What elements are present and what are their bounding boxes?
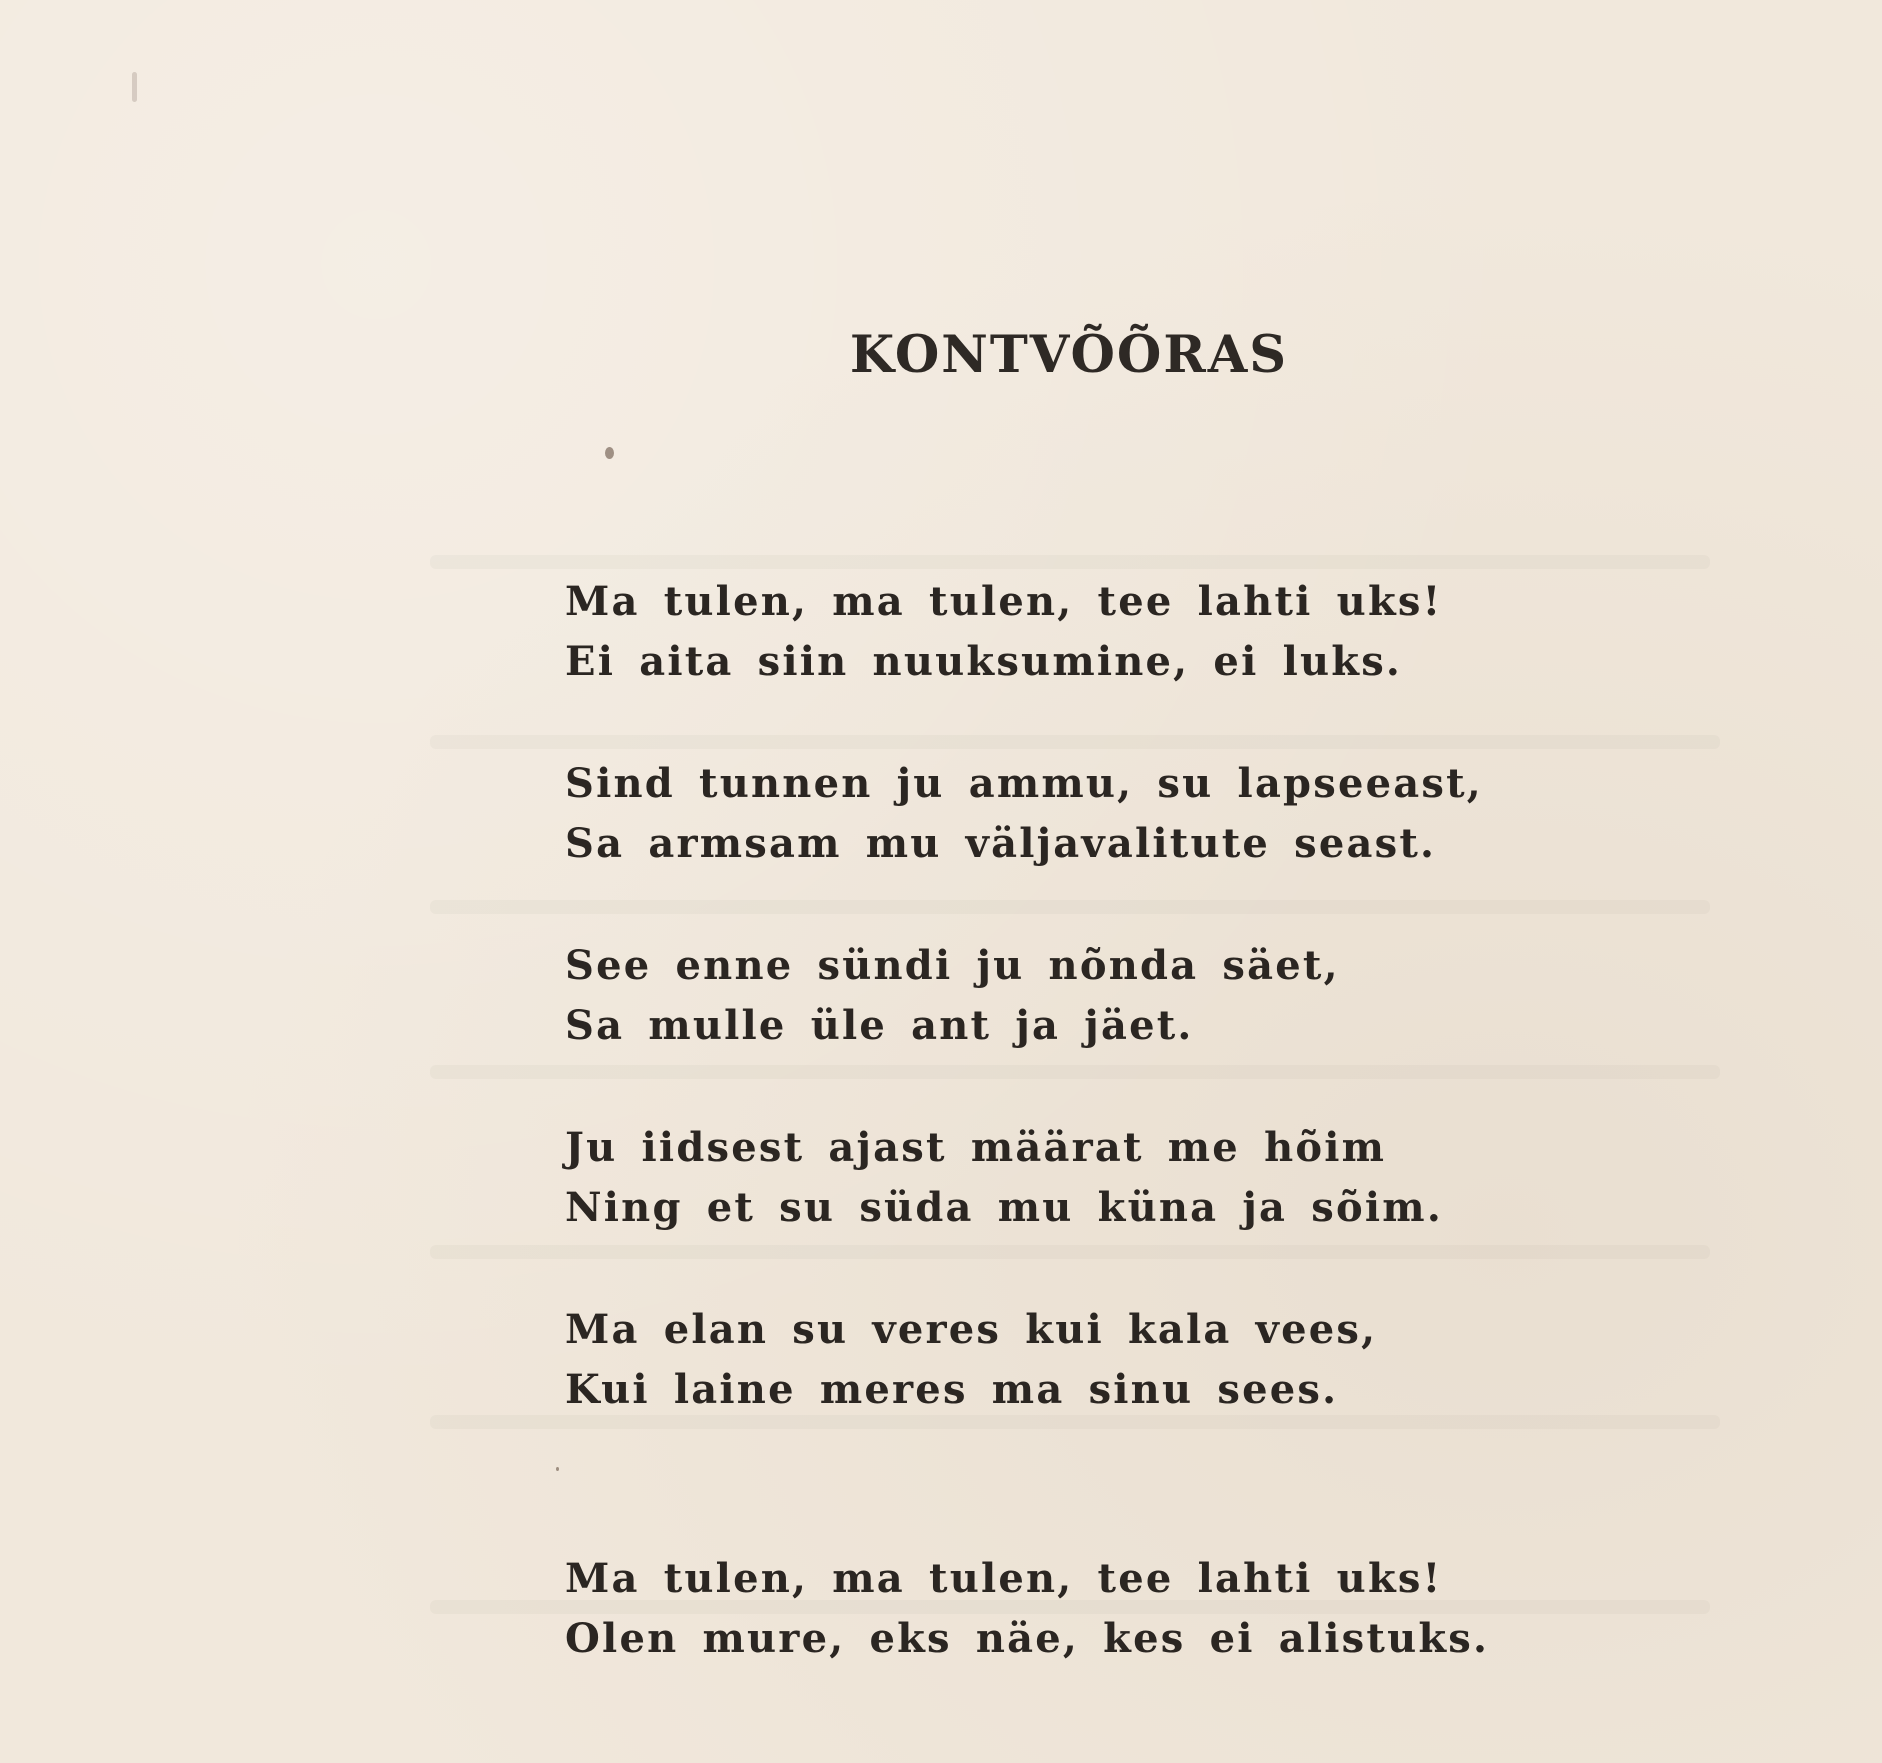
poem-line: Ning et su süda mu küna ja sõim. (565, 1184, 1443, 1231)
stanza (565, 572, 1489, 692)
poem-line: See enne sündi ju nõnda säet, (565, 942, 1340, 989)
poem-line: Ei aita siin nuuksumine, ei luks. (565, 638, 1403, 685)
paper-speck (605, 447, 614, 459)
poem-line: Olen mure, eks näe, kes ei alistuks. (565, 1615, 1490, 1662)
poem-line: Sind tunnen ju ammu, su lapseeast, (565, 760, 1483, 807)
poem-line: Kui laine meres ma sinu sees. (565, 1366, 1339, 1413)
stanza (565, 754, 1489, 874)
poem-line: Sa armsam mu väljavalitute seast. (565, 820, 1437, 867)
paper-speck (556, 1467, 559, 1471)
poem-line: Sa mulle üle ant ja jäet. (565, 1002, 1194, 1049)
stanza (565, 936, 1489, 1056)
stanza (565, 1300, 1489, 1420)
poem-line: Ma tulen, ma tulen, tee lahti uks! (565, 578, 1443, 625)
poem-line: Ma elan su veres kui kala vees, (565, 1306, 1378, 1353)
poem-title: KONTVÕÕRAS (849, 325, 1289, 385)
stanza-final (565, 1549, 1489, 1669)
show-through-text (430, 555, 1710, 569)
stanza (565, 1118, 1489, 1238)
poem-line: Ma tulen, ma tulen, tee lahti uks! (565, 1555, 1443, 1602)
poem-line: Ju iidsest ajast määrat me hõim (565, 1124, 1387, 1171)
paper-speck (132, 72, 137, 102)
poem-body (565, 572, 1489, 1731)
